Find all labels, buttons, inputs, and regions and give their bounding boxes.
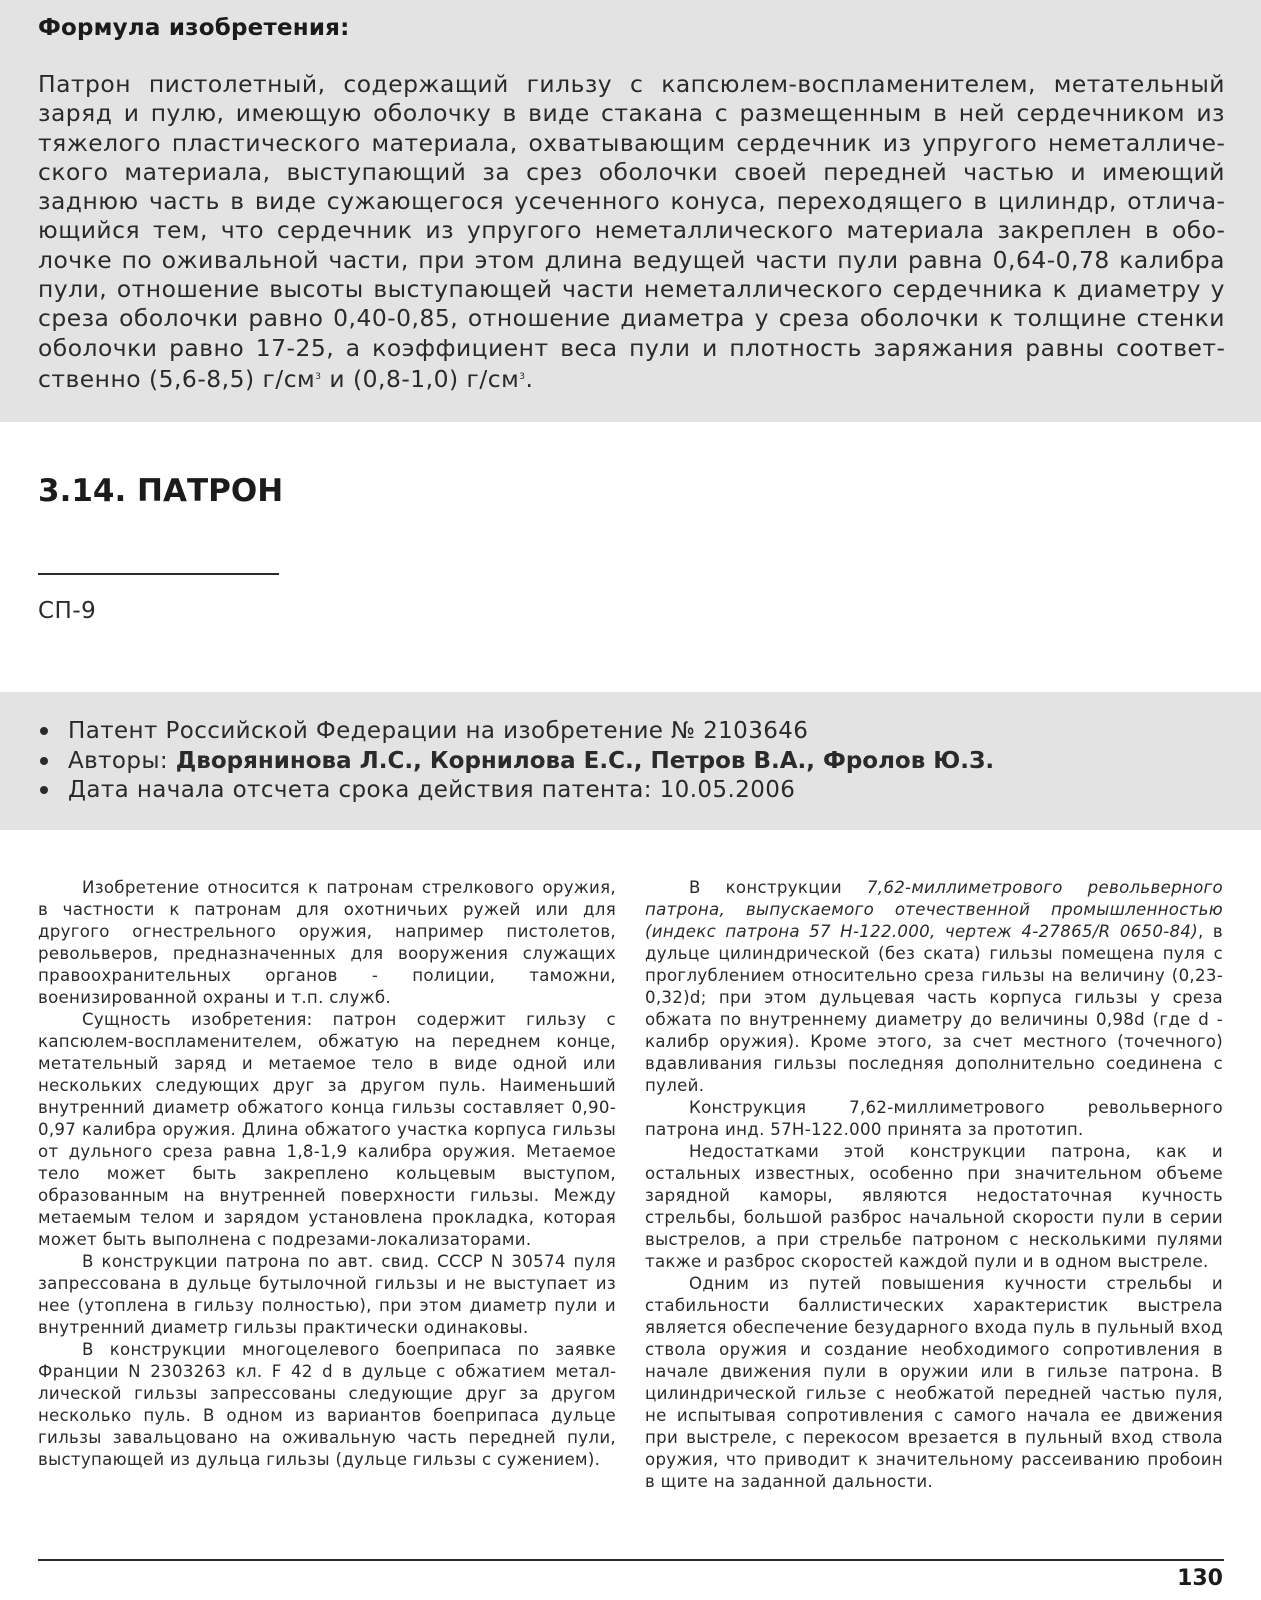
paragraph: Сущность изобретения: патрон содержит гильзу с капсюлем-воспламенителем, обжатую на переднем конце, метательный заряд и метаемое тело в виде одной или нескольких следующих друг за другом пуль. Наименьший внутренний диаметр обжатого конца гильзы составляет 0,90-0,97 калибра оружия. Длина обжатого участка корпуса гильзы от дульного среза равна 1,8-1,9 калибра оружия. Метаемое тело может быть закреплено кольцевым выступом, образованным на внутренней поверхности гильзы. Между метаемым телом и зарядом установлена прокладка, которая может быть выполнена с подрезами-локализаторами.	[38, 1010, 616, 1249]
cartridge-name: СП-9	[38, 598, 97, 624]
formula-text-end: .	[525, 364, 534, 393]
paragraph: В конструкции многоцелевого боеприпаса по заявке Франции N 2303263 кл. F 42 d в дульце с обжатием металлической гильзы запрессованы следующие друг за другом несколько пуль. В одном из вариантов боеприпаса дульце гильзы завальцовано на оживальную часть передней пули, выступающей из дульца гильзы (дульце гильзы с сужением).	[38, 1340, 616, 1469]
italic-reference: 7,62-миллиметрового револьверного патрона, выпускаемого отечественной промышленностью (индекс патрона 57 Н-122.000, чертеж 4-27865/R 0650-84)	[645, 878, 1224, 941]
formula-heading: Формула изобретения:	[38, 15, 350, 41]
paragraph-end: , в дульце цилиндрической (без ската) гильзы помещена пуля с проглублением относительно среза гильзы на величину (0,23-0,32)d; при этом дульцевая часть корпуса гильзы у среза обжата по внутреннему диаметру до величины 0,98d (где d - калибр оружия). Кроме этого, за счет местного (точечного) вдавливания гильзы последняя дополнительно соединена с пулей.	[645, 922, 1224, 1095]
page-number: 130	[1177, 1566, 1223, 1591]
formula-text-main: Патрон пистолетный, содержащий гильзу с капсюлем-воспламенителем, метательный заряд и пулю, имеющую оболочку в виде стакана с размещенным в ней сердечником из тяжелого пластического материала, охватывающим сердечник из упругого неметаллического материала, выступающий за срез оболочки своей передней частью и имеющий заднюю часть в виде сужающегося усеченного конуса, переходящего в цилиндр, отличающийся тем, что сердечник из упругого неметаллического материала закреплен в оболочке по оживальной части, при этом длина ведущей части пули равна 0,64-0,78 калибра пули, отношение высоты выступающей части неметаллического сердечника к диаметру у среза оболочки равно 0,40-0,85, отношение диаметра у среза оболочки к толщине стенки оболочки равно 17-25, а коэффициент веса пули и плотность заряжания равны соответственно (5,6-8,5) г/см	[38, 70, 1225, 393]
paragraph: Изобретение относится к патронам стрелкового оружия, в частности к патронам для охотничьих ружей или для другого огнестрельного оружия, например пистолетов, револьверов, предназначенных для вооружения служащих правоохранительных органов - полиции, таможни, военизированной охраны и т.п. служб.	[38, 878, 616, 1007]
section-title: 3.14. ПАТРОН	[38, 473, 284, 509]
paragraph: Одним из путей повышения кучности стрельбы и стабильности баллистических характеристик выстрела является обеспечение безударного входа пуль в пульный вход ствола оружия и создание необходимого сопротивления в начале движения пули в оружии или в гильзе патрона. В цилиндрической гильзе с необжатой передней частью пуля, не испытывая сопротивления с самого начала ее движения при выстреле, с перекосом врезается в пульный вход ствола оружия, что приводит к значительному рассеиванию пробоин в щите на заданной дальности.	[645, 1274, 1223, 1491]
body-column-right	[645, 877, 1223, 1493]
bullet-icon	[40, 727, 48, 735]
formula-text	[38, 70, 1225, 394]
formula-text-mid: и (0,8-1,0) г/см	[321, 364, 520, 393]
paragraph	[645, 877, 1223, 1097]
paragraph: Конструкция 7,62-миллиметрового револьверного патрона инд. 57Н-122.000 принята за прототип.	[645, 1098, 1223, 1139]
paragraph-start: В конструкции	[689, 878, 867, 897]
paragraph: В конструкции патрона по авт. свид. СССР N 30574 пуля запрессована в дульце бутылочной гильзы и не выступает из нее (утоплена в гильзу полностью), при этом диаметр пули и внутренний диаметр гильзы практически одинаковы.	[38, 1252, 616, 1337]
authors-names: Дворянинова Л.С., Корнилова Е.С., Петров В.А., Фролов Ю.З.	[175, 747, 995, 774]
authors-label: Авторы:	[68, 747, 176, 774]
patent-number-text: Патент Российской Федерации на изобретение № 2103646	[68, 718, 809, 744]
patent-date-text: Дата начала отсчета срока действия патента: 10.05.2006	[68, 777, 796, 803]
body-column-left	[38, 877, 616, 1471]
patent-number-item	[38, 717, 994, 747]
formula-box	[0, 0, 1261, 422]
superscript-cubic: 3	[519, 371, 526, 382]
section-divider	[38, 573, 279, 575]
patent-date-item	[38, 776, 994, 806]
patent-info-list	[38, 717, 994, 806]
paragraph: Недостатками этой конструкции патрона, как и остальных известных, особенно при значительном объеме зарядной каморы, являются недостаточная кучность стрельбы, большой разброс начальной скорости пули в серии выстрелов, а при стрельбе патроном с несколькими пулями также и разброс скоростей каждой пули и в одном выстреле.	[645, 1142, 1223, 1271]
patent-authors-item	[38, 747, 994, 777]
patent-info-box	[0, 692, 1261, 830]
bullet-icon	[40, 757, 48, 765]
superscript-cubic: 3	[315, 371, 322, 382]
bullet-icon	[40, 786, 48, 794]
footer-divider	[38, 1559, 1224, 1561]
